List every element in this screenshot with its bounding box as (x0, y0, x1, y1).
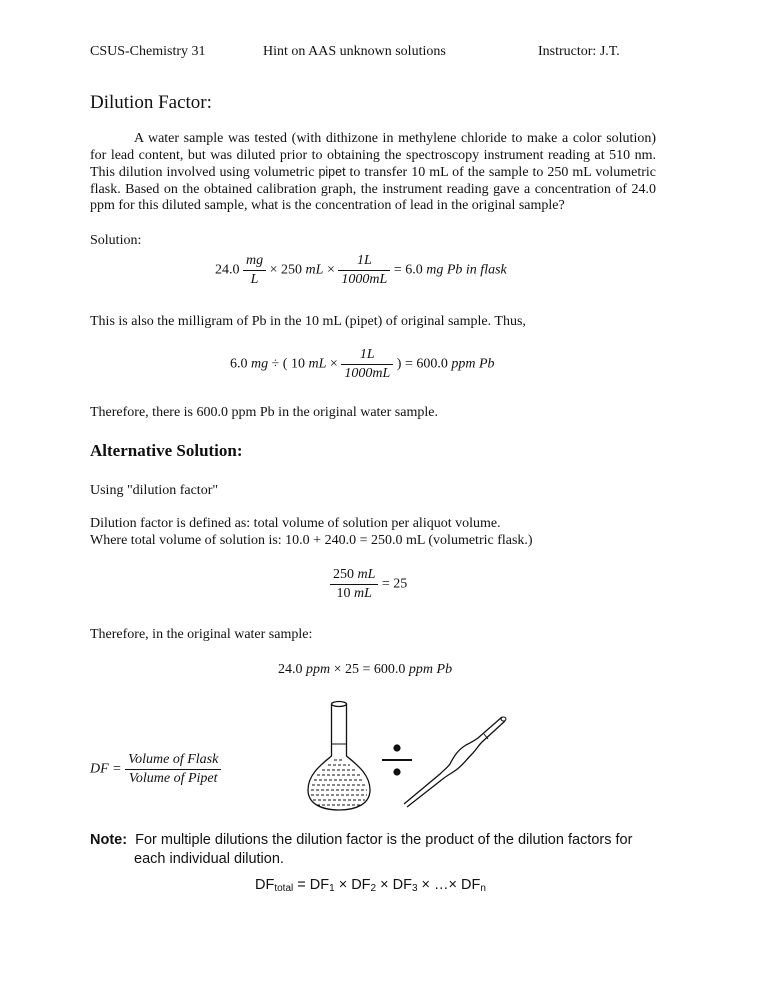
note-label: Note: (90, 832, 128, 848)
df-formula (90, 752, 221, 787)
eq3-denominator (330, 585, 378, 602)
eq2-unit-ml: mL (308, 356, 327, 372)
note-block (90, 831, 670, 869)
volumetric-flask-icon (300, 698, 380, 814)
eq4-unit1: ppm (306, 662, 331, 677)
eq1-result: = 6.0 (393, 262, 423, 278)
eq2-frac-num: 1L (341, 347, 393, 365)
eq2-fraction (341, 347, 393, 382)
conclusion-text: Therefore, there is 600.0 ppm Pb in the original water sample. (90, 405, 438, 420)
eq3-result: = 25 (381, 576, 408, 592)
eq1-frac1-num: mg (243, 253, 266, 271)
eq1-fraction-mg-per-l (243, 253, 266, 288)
eq1-unit1: mL (305, 262, 324, 278)
eq1-fraction-l-per-ml (338, 253, 390, 288)
df-fraction (125, 752, 221, 787)
eq1-times1: × 250 (269, 262, 303, 278)
eq4-unit2: ppm Pb (408, 662, 453, 677)
dft-t2: × DF (376, 877, 412, 893)
eq2-result-unit: ppm Pb (451, 356, 495, 372)
eq2-unit-mg: mg (251, 356, 269, 372)
header-course: CSUS-Chemistry 31 (90, 44, 206, 59)
eq3-fraction (330, 567, 378, 602)
eq3-den-unit: mL (354, 586, 372, 601)
eq3-numerator (330, 567, 378, 585)
eq2-left: 6.0 (230, 356, 248, 372)
eq2-div: ÷ ( 10 (271, 356, 305, 372)
section-title-alternative-solution: Alternative Solution: (90, 441, 243, 460)
definition-line-1: Dilution factor is defined as: total volume of solution per aliquot volume. (90, 516, 501, 531)
eq1-frac1-den: L (250, 272, 259, 287)
eq4-left: 24.0 (278, 662, 303, 677)
note-text-1: For multiple dilutions the dilution factor is the product of the dilution factors for (135, 832, 633, 848)
volumetric-pipet-icon (400, 712, 508, 808)
eq3-den-value: 10 (336, 586, 351, 601)
eq3-num-unit: mL (357, 567, 376, 582)
dft-sub-n: n (480, 883, 486, 894)
df-total-formula (255, 877, 486, 894)
equation-2 (230, 347, 495, 382)
eq1-result-unit: mg Pb in flask (426, 262, 507, 278)
pipet-explanation: This is also the milligram of Pb in the 10 mL (pipet) of original sample. Thus, (90, 314, 526, 329)
section-title-dilution-factor: Dilution Factor: (90, 92, 212, 113)
eq1-coef: 24.0 (215, 262, 240, 278)
therefore-text: Therefore, in the original water sample: (90, 627, 313, 642)
header-title: Hint on AAS unknown solutions (263, 44, 446, 59)
dft-eq: = DF (293, 877, 330, 893)
problem-text-2: to transfer 10 mL of the sample to 250 mL volumetric flask. Based on the obtained calibration graph, the instrument reading gave a concentration of 24.0 ppm for this diluted sample, what is the concentration of lead in the original sample? (90, 165, 656, 214)
problem-paragraph (90, 131, 656, 215)
eq4-mid: × 25 = 600.0 (333, 662, 406, 677)
eq3-num-value: 250 (333, 567, 354, 582)
dft-sub-total: total (274, 883, 294, 894)
df-numerator: Volume of Flask (125, 752, 221, 770)
eq2-close: ) = 600.0 (396, 356, 448, 372)
eq1-frac2-num: 1L (338, 253, 390, 271)
eq1-frac2-den: 1000mL (341, 272, 388, 287)
dft-t3: × …× DF (417, 877, 481, 893)
eq1-times2: × (326, 262, 335, 278)
equation-3 (330, 567, 407, 602)
eq2-frac-den: 1000mL (344, 366, 391, 381)
equation-1 (215, 253, 507, 288)
note-line-1 (90, 831, 670, 850)
dft-sub-3: 3 (411, 883, 418, 894)
dft-sub-2: 2 (370, 883, 377, 894)
solution-label: Solution: (90, 233, 142, 248)
header-instructor: Instructor: J.T. (538, 44, 620, 59)
dft-t1: × DF (334, 877, 371, 893)
note-text-2: each individual dilution. (134, 851, 284, 867)
dft-label: DF (255, 877, 275, 893)
dft-sub-1: 1 (329, 883, 335, 894)
problem-text-1: A water sample was tested (with dithizone in methylene chloride to make a color solution) for lead content, but was diluted prior to obtaining the spectroscopy instrument reading at 510 nm. This dilution involved using volumetric (90, 131, 656, 181)
equation-4 (278, 662, 452, 678)
using-dilution-factor: Using "dilution factor" (90, 483, 219, 498)
eq2-times: × (329, 356, 338, 372)
definition-line-2: Where total volume of solution is: 10.0 + 240.0 = 250.0 mL (volumetric flask.) (90, 533, 533, 548)
problem-text-pipet: pipet (318, 165, 346, 180)
df-denominator: Volume of Pipet (128, 771, 218, 786)
df-lhs: DF = (90, 761, 122, 777)
